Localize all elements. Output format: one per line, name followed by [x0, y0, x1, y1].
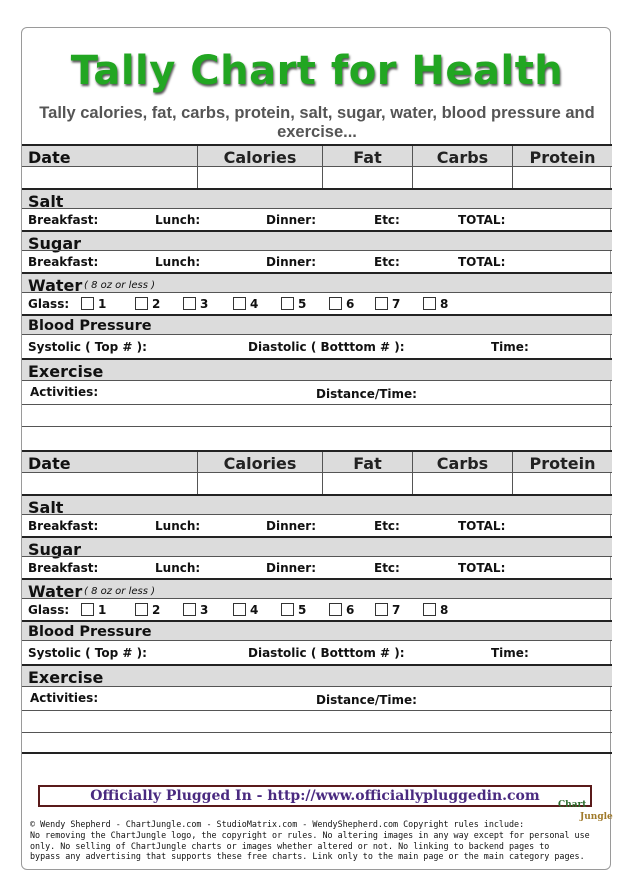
sugar-header-row — [22, 536, 612, 559]
etc-label: Etc: — [374, 519, 400, 533]
page-subtitle: Tally calories, fat, carbs, protein, salt, sugar, water, blood pressure and exercise... — [39, 104, 595, 141]
protein-entry[interactable] — [512, 167, 612, 188]
activities-label: Activities: — [30, 691, 99, 705]
protein-header: Protein — [529, 454, 596, 473]
exercise-blank-row[interactable] — [22, 710, 612, 732]
glass-number: 7 — [392, 297, 401, 311]
diastolic-label: Diastolic ( Botttom # ): — [248, 646, 405, 660]
carbs-entry[interactable] — [412, 473, 512, 494]
water-glasses-row — [22, 598, 612, 620]
blood-pressure-row[interactable] — [22, 334, 612, 358]
water-header-row — [22, 272, 612, 295]
fat-entry[interactable] — [322, 473, 412, 494]
glass-number: 6 — [346, 603, 355, 617]
glass-number: 1 — [98, 297, 107, 311]
water-glasses-row — [22, 292, 612, 314]
fat-entry[interactable] — [322, 167, 412, 188]
calories-header: Calories — [223, 148, 297, 167]
lunch-label: Lunch: — [155, 255, 201, 269]
glass-number: 2 — [152, 297, 161, 311]
water-note: ( 8 oz or less ) — [84, 586, 156, 597]
carbs-header: Carbs — [436, 454, 489, 473]
systolic-label: Systolic ( Top # ): — [28, 340, 147, 354]
glass-checkbox-7[interactable] — [375, 297, 388, 310]
breakfast-label: Breakfast: — [28, 561, 99, 575]
glass-checkbox-4[interactable] — [233, 603, 246, 616]
glass-number: 5 — [298, 603, 307, 617]
glass-number: 8 — [440, 603, 449, 617]
glass-checkbox-2[interactable] — [135, 603, 148, 616]
salt-header-row — [22, 494, 612, 517]
footer-line: bypass any advertising that supports these free charts. Link only to the main page or the main category pages. — [30, 851, 585, 862]
distance-time-label: Distance/Time: — [316, 693, 417, 707]
glass-label: Glass: — [28, 297, 70, 311]
glass-number: 3 — [200, 603, 209, 617]
entry-row[interactable] — [22, 166, 612, 188]
lunch-label: Lunch: — [155, 519, 201, 533]
glass-number: 5 — [298, 297, 307, 311]
breakfast-label: Breakfast: — [28, 519, 99, 533]
exercise-heading: Exercise — [28, 362, 104, 381]
salt-meals-row[interactable] — [22, 514, 612, 536]
water-note: ( 8 oz or less ) — [84, 280, 156, 291]
glass-number: 7 — [392, 603, 401, 617]
dinner-label: Dinner: — [266, 561, 317, 575]
glass-number: 4 — [250, 297, 259, 311]
glass-checkbox-3[interactable] — [183, 297, 196, 310]
glass-checkbox-8[interactable] — [423, 297, 436, 310]
blood-pressure-heading: Blood Pressure — [28, 624, 152, 640]
calories-entry[interactable] — [197, 167, 322, 188]
salt-header-row — [22, 188, 612, 211]
copyright-footer — [30, 819, 602, 862]
sugar-meals-row[interactable] — [22, 556, 612, 578]
tally-sheet — [21, 27, 611, 870]
calories-entry[interactable] — [197, 473, 322, 494]
distance-time-label: Distance/Time: — [316, 387, 417, 401]
glass-number: 1 — [98, 603, 107, 617]
sugar-meals-row[interactable] — [22, 250, 612, 272]
fat-header: Fat — [353, 148, 382, 167]
blood-pressure-header-row — [22, 314, 612, 334]
dinner-label: Dinner: — [266, 519, 317, 533]
logo-text: Jungle — [580, 812, 613, 822]
exercise-blank-row[interactable] — [22, 404, 612, 426]
etc-label: Etc: — [374, 561, 400, 575]
exercise-blank-row[interactable] — [22, 426, 612, 448]
lunch-label: Lunch: — [155, 213, 201, 227]
glass-checkbox-8[interactable] — [423, 603, 436, 616]
sugar-header-row — [22, 230, 612, 253]
fat-header: Fat — [353, 454, 382, 473]
glass-checkbox-6[interactable] — [329, 297, 342, 310]
glass-number: 8 — [440, 297, 449, 311]
glass-checkbox-6[interactable] — [329, 603, 342, 616]
logo-text: Chart — [558, 800, 587, 810]
glass-number: 6 — [346, 297, 355, 311]
exercise-header-row — [22, 664, 612, 686]
systolic-label: Systolic ( Top # ): — [28, 646, 147, 660]
exercise-heading: Exercise — [28, 668, 104, 687]
glass-checkbox-1[interactable] — [81, 297, 94, 310]
glass-number: 2 — [152, 603, 161, 617]
total-label: TOTAL: — [458, 255, 506, 269]
sugar-heading: Sugar — [28, 234, 82, 253]
activities-label: Activities: — [30, 385, 99, 399]
exercise-blank-row[interactable] — [22, 732, 612, 754]
glass-label: Glass: — [28, 603, 70, 617]
column-header-row — [22, 450, 612, 472]
date-header: Date — [28, 454, 71, 473]
glass-checkbox-5[interactable] — [281, 603, 294, 616]
carbs-entry[interactable] — [412, 167, 512, 188]
glass-checkbox-5[interactable] — [281, 297, 294, 310]
dinner-label: Dinner: — [266, 213, 317, 227]
carbs-header: Carbs — [436, 148, 489, 167]
total-label: TOTAL: — [458, 519, 506, 533]
calories-header: Calories — [223, 454, 297, 473]
exercise-row[interactable] — [22, 380, 612, 404]
exercise-header-row — [22, 358, 612, 380]
column-header-row — [22, 144, 612, 166]
breakfast-label: Breakfast: — [28, 213, 99, 227]
glass-checkbox-2[interactable] — [135, 297, 148, 310]
blood-pressure-heading: Blood Pressure — [28, 318, 152, 334]
glass-number: 4 — [250, 603, 259, 617]
date-header: Date — [28, 148, 71, 167]
etc-label: Etc: — [374, 255, 400, 269]
lunch-label: Lunch: — [155, 561, 201, 575]
footer-line: © Wendy Shepherd - ChartJungle.com - StudioMatrix.com - WendyShepherd.com Copyright rules include: — [30, 819, 525, 829]
glass-checkbox-7[interactable] — [375, 603, 388, 616]
diastolic-label: Diastolic ( Botttom # ): — [248, 340, 405, 354]
salt-heading: Salt — [28, 192, 64, 211]
glass-number: 3 — [200, 297, 209, 311]
salt-meals-row[interactable] — [22, 208, 612, 230]
blood-pressure-header-row — [22, 620, 612, 640]
officially-plugged-in-banner[interactable]: Officially Plugged In - http://www.officiallypluggedin.com — [38, 785, 592, 807]
etc-label: Etc: — [374, 213, 400, 227]
protein-header: Protein — [529, 148, 596, 167]
page-title: Tally Chart for Health — [70, 48, 564, 94]
total-label: TOTAL: — [458, 561, 506, 575]
footer-line: No removing the ChartJungle logo, the copyright or rules. No altering images in any way except for personal use — [30, 829, 590, 840]
time-label: Time: — [491, 340, 529, 354]
blood-pressure-row[interactable] — [22, 640, 612, 664]
footer-line: only. No selling of ChartJungle charts or images whether altered or not. No linking to backend pages to — [30, 840, 550, 851]
dinner-label: Dinner: — [266, 255, 317, 269]
glass-checkbox-4[interactable] — [233, 297, 246, 310]
water-header-row — [22, 578, 612, 601]
sugar-heading: Sugar — [28, 540, 82, 559]
glass-checkbox-1[interactable] — [81, 603, 94, 616]
breakfast-label: Breakfast: — [28, 255, 99, 269]
glass-checkbox-3[interactable] — [183, 603, 196, 616]
entry-row[interactable] — [22, 472, 612, 494]
water-heading: Water — [28, 582, 83, 601]
salt-heading: Salt — [28, 498, 64, 517]
water-heading: Water — [28, 276, 83, 295]
total-label: TOTAL: — [458, 213, 506, 227]
exercise-row[interactable] — [22, 686, 612, 710]
protein-entry[interactable] — [512, 473, 612, 494]
time-label: Time: — [491, 646, 529, 660]
